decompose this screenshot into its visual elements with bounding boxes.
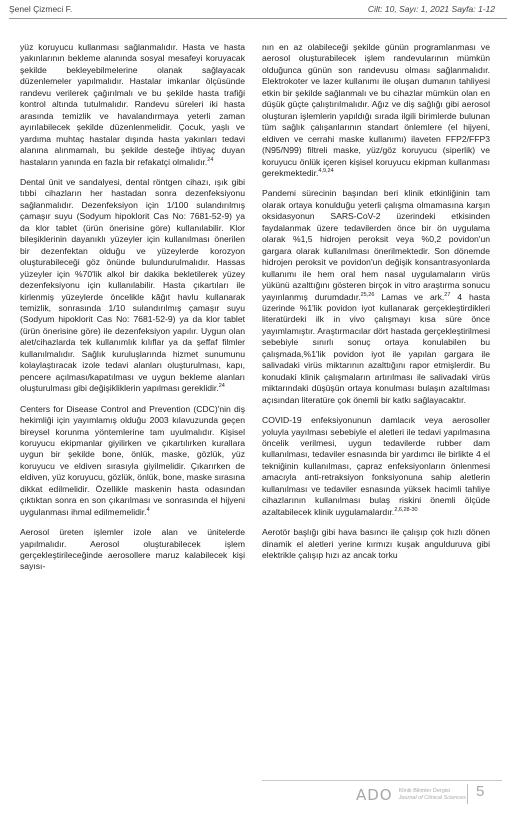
running-header <box>0 0 516 18</box>
paragraph <box>262 415 490 518</box>
paragraph <box>262 42 490 179</box>
paragraph-text: Aerotör başlığı gibi hava basıncı ile çalışıp çok hızlı dönen dinamik el aletleri yerine kırmızı kuşak angulduruva gibi elektrikle çalışıp hızı az ancak torku <box>262 527 490 561</box>
paragraph-text: Centers for Disease Control and Prevention (CDC)'nin diş hekimliği için yayımlamış olduğu 2003 kılavuzunda geçen bireysel korunma yöntemlerine tam uyulmalıdır. Kişisel koruyucu ekipmanlar giyilirken ve çıkartılırken kurallara uygun bir şekilde bone, önlük, maske, gözlük, yüz koruyucu ve eldiven sırasıyla giyilmelidir. Çıkarırken de eldiven, yüz koruyucu, gözlük, önlük, bone, maske sırasına dikkat edilmelidir. Özellikle maskenin hasta odasından çıktıktan sonra en son çıkarılması ve sonrasında el hijyeni uygulanması ihmal edilmemelidir. <box>20 403 245 517</box>
paragraph <box>20 404 245 519</box>
header-divider <box>9 18 507 19</box>
paragraph <box>20 527 245 573</box>
page-number: 5 <box>476 783 485 800</box>
journal-name-tr: Klinik Bilimler Dergisi <box>398 788 450 794</box>
reference-marker: 2,6,28-30 <box>394 506 418 513</box>
paragraph <box>20 42 245 168</box>
right-column <box>262 42 490 561</box>
reference-marker: 24 <box>218 383 225 390</box>
reference-marker: 4,9,24 <box>318 168 334 175</box>
paragraph-text: Lamas ve ark. <box>374 291 445 302</box>
journal-footer <box>356 786 466 804</box>
journal-title <box>399 788 466 802</box>
paragraph-text: 4 hasta üzerinde %1'lik povidon iyot kullanarak gerçekleştirdikleri literatürdeki ilk in vivo çalışmayı kısa süre önce yayımlamıştır. Araştırmacılar dört hastada gerçekleştirilmesi sebebiyle sınırlı sonuç ortaya konulabilen bu çalışmada,%1'lik povidon iyot ile yapılan gargara ile salivadaki virüs miktarının azalttığını rapor etmişlerdir. Bu konudaki klinik çalışmaların artırılması ile salivadaki virüs miktarındaki düşüşün ortaya konulması bulaşın azaltılması açısından literatüre çok önemli bir katkı sağlayacaktır. <box>262 291 490 405</box>
left-column <box>20 42 245 573</box>
citation: Cilt: 10, Sayı: 1, 2021 Sayfa: 1-12 <box>367 4 495 14</box>
paragraph-text: Dental ünit ve sandalyesi, dental röntgen cihazı, ışık gibi tıbbi cihazların her hastadan sonra dezenfeksiyonu sağlanmalıdır. Dezenfeksiyon için 1/100 sulandırılmış çamaşır suyu (Sodyum hipoklorit Cas No: 7681-52-9) ya da klor tablet (ürün önerisine göre) kullanılabilir. Klor bileşiklerinin dayanıklı yüzeyler için kullanılması önerilen bir dezenfektan olduğu ve yüzeylerde korozyon oluşturabileceği göz önünde bulundurulmalıdır. Hassas yüzeyler için %70'lik alkol bir dakika bekletilerek yüzey dezenfeksiyonu için kullanılabilir. Hasta çıkartıları ile kirlenmiş yüzeylerde öncelikle kâğıt havlu kullanarak temizlik, sonrasında 1/10 sulandırılmış çamaşır suyu (Sodyum hipoklorit Cas No: 7681-52-9) ya da klor tablet (ürün önerisine göre) ile dezenfeksiyon yapılır. Uygun olan alet/cihazlarda tek kullanımlık kılıflar ya da şeffaf filmler kullanılmalıdır. Sağlık kuruluşlarında hizmet sunumunu kolaylaştıracak izole tedavi alanları oluşturulması, kapı, pencere açılması/kapatılması ve uygun bekleme alanları oluşturulması gibi değişikliklerin yapılması gereklidir. <box>20 176 245 394</box>
reference-marker: 27 <box>444 291 451 298</box>
paragraph-text: Pandemi sürecinin başından beri klinik etkinliğinin tam olarak ortaya konulduğu yeterli çalışma olmamasına karşın oksidasyonun SARS-CoV-2 üzerindeki etkisinden faydalanmak üzere tedavilerden önce bir ön uygulama olarak %1,5 hidrojen peroksit veya %0,2 povidon'un gargara olarak kullanılması önerilmektedir. Son dönemde hidrojen peroksit ve povidon'un değişik konsantrasyonlarda kullanımı ile hem oral hem nasal uygulamaların virüs yükünü azalttığını gösteren birçok in vitro araştırma sonucu yayınlanmış durumdadır. <box>262 188 490 302</box>
author-name: Şenel Çizmeci F. <box>9 4 73 14</box>
reference-marker: 4 <box>146 506 150 513</box>
journal-logo: ADO <box>356 786 393 804</box>
paragraph <box>262 527 490 561</box>
reference-marker: 24 <box>207 156 214 163</box>
paragraph-text: yüz koruyucu kullanması sağlanmalıdır. Hasta ve hasta yakınlarının bekleme alanında sosyal mesafeyi koruyacak şekilde bekleyebilmelerine olanak sağlayacak düzenlemeler yapılmalıdır. Hastalar imkanlar ölçüsünde randevu verilerek çağırılmalı ve bu şekilde hasta trafiği kontrol altında tutulmalıdır. Randevu süreleri iki hasta arasında temizlik ve havalandırmaya yeterli zaman ayırılabilecek şekilde düzenlenmelidir. Çocuk, yaşlı ve yardıma muhtaç hastalar dışında hasta yakınları tedavi alanına alınmamalı, bu şekilde desteğe ihtiyaç duyan hastaların yanında en fazla bir refakatçi olmalıdır. <box>20 42 245 167</box>
footer-separator <box>467 784 468 804</box>
paragraph <box>262 188 490 406</box>
paragraph-text: Aerosol üreten işlemler izole alan ve ünitelerde yapılmalıdır. Aerosol oluşturabilecek işlem gerçekleştirileceğinde aerosollere maruz kalabilecek kişi sayısı- <box>20 527 245 572</box>
reference-marker: 25,26 <box>360 291 375 298</box>
footer-divider <box>262 780 502 781</box>
journal-name-en: Journal of Clinical Sciences <box>398 795 466 801</box>
paragraph <box>20 177 245 395</box>
paragraph-text: nın en az olabileceği şekilde günün programlanması ve aerosol oluşturabilecek işlem randevularının mümkün olduğunca günün son randevusu olması sağlanmalıdır. Elektrokoter ve lazer kullanımı ile oluşan dumanın tahliyesi etkin bir şekilde sağlanmalı ve bu cihazlar mümkün olan en düşük güçte çalıştırılmalıdır. Ağız ve diş sağlığı gibi aerosol oluşturan işlemlerin yapıldığı sırada ilgili birimlerde bulunan tüm sağlık çalışanlarının standart önlemlere (el hijyeni, eldiven ve cerrahi maske kullanımı) ilaveten FFP2/FFP3 (N95/N99) filtreli maske, yüz/göz koruyucu (siperlik) ve koruyucu önlük içeren kişisel koruyucu ekipman kullanması gerekmektedir. <box>262 42 490 178</box>
paragraph-text: COVID-19 enfeksiyonunun damlacık veya aerosoller yoluyla yayılması sebebiyle el aletleri ile tedavi yapılmasına öncelik verilmesi, uygun tedavilerde rubber dam kullanılması, tedaviler esnasında bir yardımcı ile birlikte 4 el tekniğinin kullanılması, çapraz enfeksiyonların önlenmesi amacıyla anti-retraksiyon fonksiyonuna sahip aletlerin kullanılması ve tedaviler esnasında yüksek hacimli tahliye cihazlarının kullanılması bulaş riskini önemli ölçüde azaltabilecek klinik uygulamalardır. <box>262 415 490 517</box>
